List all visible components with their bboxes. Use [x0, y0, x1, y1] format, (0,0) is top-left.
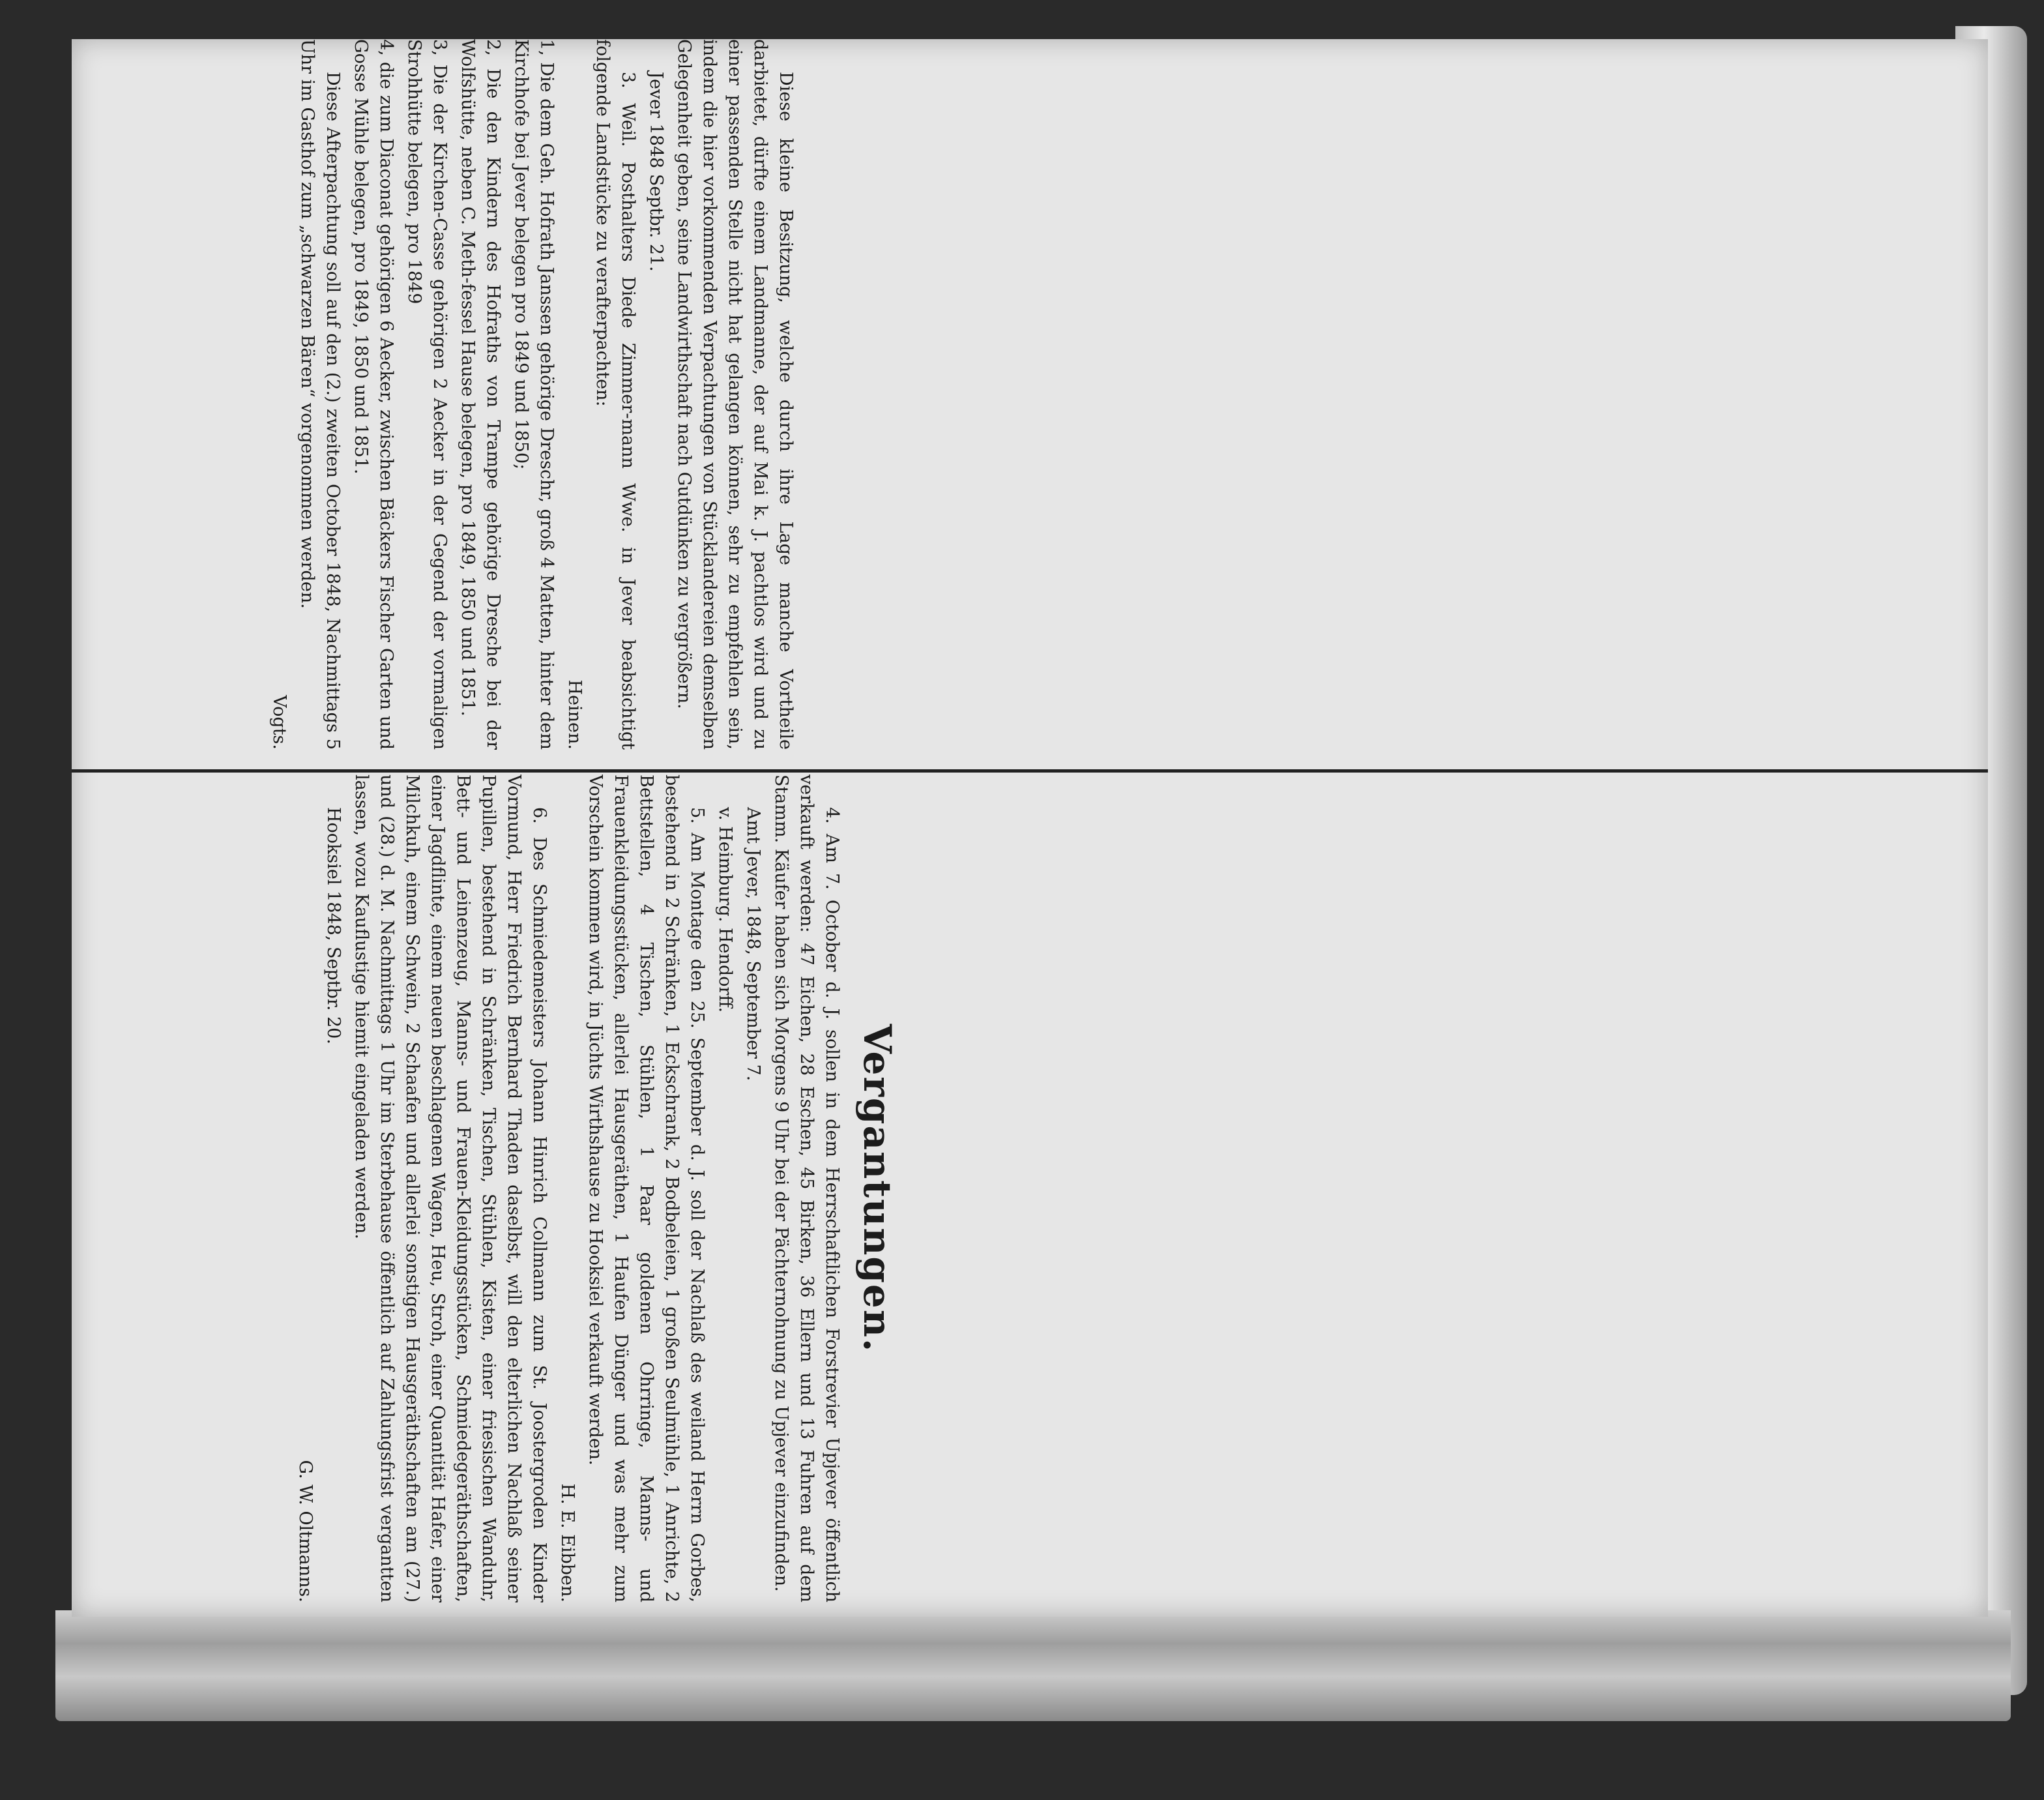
intro-date: Jever 1848 Septbr. 21. — [646, 72, 666, 272]
lower-text-column — [290, 775, 912, 1602]
upper-column-region — [72, 39, 1988, 766]
lower-column — [72, 775, 912, 1616]
item3-list-1: 1, Die dem Geh. Hofrath Janssen gehörige Dreschr, groß 4 Matten, hinter dem Kirchhofe bei Jever belegen pro 1849 und 1850; — [511, 39, 557, 750]
item3-heading: 3. Weil. Posthalters Diede Zimmer-mann Wwe. in Jever beabsichtigt folgende Landstücke zu verafterpachten: — [592, 39, 638, 750]
book — [26, 13, 2014, 1754]
upper-column — [72, 39, 798, 766]
vergant-6: 6. Des Schmiedemeisters Johann Hinrich Collmann zum St. Joostergroden Kinder Vormund, Herr Friedrich Bernhard Thaden daselbst, will den elterlichen Nachlaß seiner Pupillen, bestehend in Schränken, Tischen, Stühlen, Kisten, einer friesischen Wanduhr, Bett- und Leinenzeug, Manns- und Frauen-Kleidungsstücken, Schmiedegeräthschaften, einer Jagdflinte, einem neuen beschlagenen Wagen, Heu, Stroh, einer Quantität Hafer, einer Milchkuh, einem Schwein, 2 Schaafen und allerlei sonstigen Hausgeräthschaften am (27.) und (28.) d. M. Nachmittags 1 Uhr im Sterbehause öffentlich auf Zahlungsfrist vergantten lassen, wozu Kauflustige hiemit eingeladen werden. — [351, 775, 549, 1602]
lower-column-region — [72, 775, 1988, 1616]
item3-list-3: 3, Die der Kirchen-Casse gehörigen 2 Aecker in der Gegend der vormaligen Strohhütte belegen, pro 1849 — [404, 39, 450, 750]
vergant-6-date: Hooksiel 1848, Septbr. 20. — [323, 807, 343, 1044]
vergant-5: 5. Am Montage den 25. September d. J. soll der Nachlaß des weiland Herrn Gorbes, bestehend in 2 Schränken, 1 Eckschrank, 2 Bodbeleien, 1 großen Seulmühle, 1 Anrichte, 2 Bettstellen, 4 Tischen, Stühlen, 1 Paar goldenen Ohrringe, Manns- und Frauenkleidungsstücken, allerlei Hausgeräthen, 1 Haufen Dünger und was mehr zum Vorschein kommen wird, in Jüchts Wirthshause zu Hooksiel verkauft werden. — [585, 775, 707, 1602]
item3-signature-2: Vogts. — [269, 695, 289, 750]
item3-list-2: 2, Die den Kindern des Hofraths von Trampe gehörige Dresche bei der Wolfshütte, neben C. Meth-fessel Hause belegen, pro 1849, 1850 und 1851. — [458, 39, 503, 750]
column-rule — [72, 769, 1988, 773]
item3-list-4: 4, die zum Diaconat gehörigen 6 Aecker, zwischen Bäckers Fischer Garten und Gosse Mühle belegen, pro 1849, 1850 und 1851. — [351, 39, 396, 750]
newspaper-page — [72, 39, 1988, 1617]
item3-signature: Heinen. — [564, 679, 585, 750]
heading-vergantungen: Vergantungen. — [855, 1024, 899, 1353]
vergant-5-signature: H. E. Eibben. — [557, 1483, 577, 1602]
vergant-6-signature: G. W. Oltmanns. — [295, 1460, 315, 1602]
item3-tail: Diese Afterpachtung soll auf den (2.) zweiten October 1848, Nachmittags 5 Uhr im Gasthof zum „schwarzen Bären“ vorgenommen werden. — [297, 39, 343, 750]
vergant-4-signature: v. Heimburg. Hendorff. — [715, 807, 735, 1013]
upper-text-column — [264, 39, 798, 750]
book-bottom-edge — [55, 1610, 2011, 1721]
vergant-4: 4. Am 7. October d. J. sollen in dem Herrschaftlichen Forstrevier Upjever öffentlich verkauft werden: 47 Eichen, 28 Eschen, 45 Birken, 36 Ellern und 13 Fuhren auf dem Stamm. Käufer haben sich Morgens 9 Uhr bei der Pächternohnung zu Upjever einzufinden. — [771, 775, 842, 1602]
vergant-4-date: Amt Jever, 1848, September 7. — [743, 807, 763, 1082]
intro-paragraph: Diese kleine Besitzung, welche durch ihre Lage manche Vortheile darbietet, dürfte einem Landmanne, der auf Mai k. J. pachtlos wird und zu einer passenden Stelle nicht hat gelangen können, sehr zu empfehlen sein, indem die hier vorkommenden Verpachtungen von Stücklandereien demselben Gelegenheit geben, seine Landwirthschaft nach Gutdünken zu vergrößern. — [674, 39, 796, 750]
